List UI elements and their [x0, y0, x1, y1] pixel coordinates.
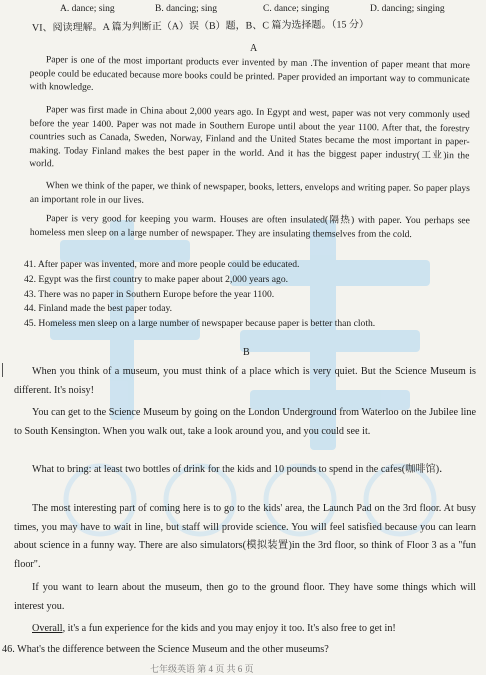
passage-b-paragraph-5: If you want to learn about the museum, then go to the ground floor. They have some things which will interest you.	[14, 582, 476, 612]
option-b: B. dancing; sing	[155, 4, 218, 14]
section-heading: VI、阅读理解。A 篇为判断正（A）误（B）题，B、C 篇为选择题。（15 分）	[31, 19, 370, 34]
question-44: 44. Finland made the best paper today.	[24, 303, 173, 315]
question-45: 45. Homeless men sleep on a large number of newspaper because paper is better than cloth.	[24, 318, 376, 330]
passage-a-letter: A	[250, 43, 258, 54]
paragraph-6-rest: , it's a fun experience for the kids and you may enjoy it too. It's also free to get in!	[62, 623, 396, 634]
passage-b-paragraph-4: The most interesting part of coming here is to go to the kids' area, the Launch Pad on the 3rd floor. At busy times, you may have to wait in line, but staff will provide science. You will feel satisfied because you can learn about science in a funny way. There are also simulators(模拟装置)in the 3rd floor, so think of Floor 3 as a "fun floor".	[14, 503, 476, 570]
question-41: 41. After paper was invented, more and more people could be educated.	[24, 259, 300, 270]
passage-a-paragraph-4: Paper is very good for keeping you warm. Houses are often insulated(隔热) with paper. You perhaps see homeless men sleep on a large number of newspaper. They are insulating themselves from the cold.	[29, 213, 470, 240]
passage-b-paragraph-2: You can get to the Science Museum by going on the London Underground from Waterloo on the Jubilee line to South Kensington. When you walk out, take a look around you, and you could see it.	[14, 407, 476, 437]
passage-b-letter: B	[243, 347, 250, 358]
page-footer: 七年级英语 第 4 页 共 6 页	[150, 664, 254, 674]
passage-b-paragraph-3: What to bring: at least two bottles of drink for the kids and 10 pounds to spend in the cafes(咖啡馆)．	[32, 464, 450, 475]
question-43: 43. There was no paper in Southern Europe before the year 1100.	[24, 288, 275, 300]
overall-underlined-word: Overall	[32, 623, 63, 634]
question-42: 42. Egypt was the first country to make paper about 2,000 years ago.	[24, 273, 289, 285]
questions-a	[24, 258, 474, 332]
question-46: 46. What's the difference between the Science Museum and the other museums?	[2, 644, 329, 655]
passage-a-paragraph-3: When we think of the paper, we think of newspaper, books, letters, envelops and writing paper. So paper plays an important role in our lives.	[29, 180, 470, 206]
option-c: C. dance; singing	[263, 4, 330, 14]
passage-a-paragraph-2: Paper was first made in China about 2,000 years ago. In Egypt and west, paper was not very commonly used before the year 1400. Paper was not made in Southern Europe until about the year 1100. After that, the forestry countries such as Canada, Sweden, Norway, Finland and the United States became the most important in paper-making. Today Finland makes the best paper in the world. And it has the biggest paper industry(工业)in the world.	[29, 104, 470, 170]
passage-a-paragraph-1: Paper is one of the most important products ever invented by man .The invention of paper meant that more people could be educated because more books could be printed. Paper provided an important way to communicate with knowledge.	[29, 54, 470, 94]
passage-b-paragraph-6	[14, 620, 476, 639]
passage-b-paragraph-1: When you think of a museum, you must think of a place which is very quiet. But the Science Museum is different. It's noisy!	[14, 366, 476, 396]
margin-mark	[2, 363, 5, 377]
option-a: A. dance; sing	[60, 4, 115, 14]
option-d: D. dancing; singing	[370, 4, 445, 14]
